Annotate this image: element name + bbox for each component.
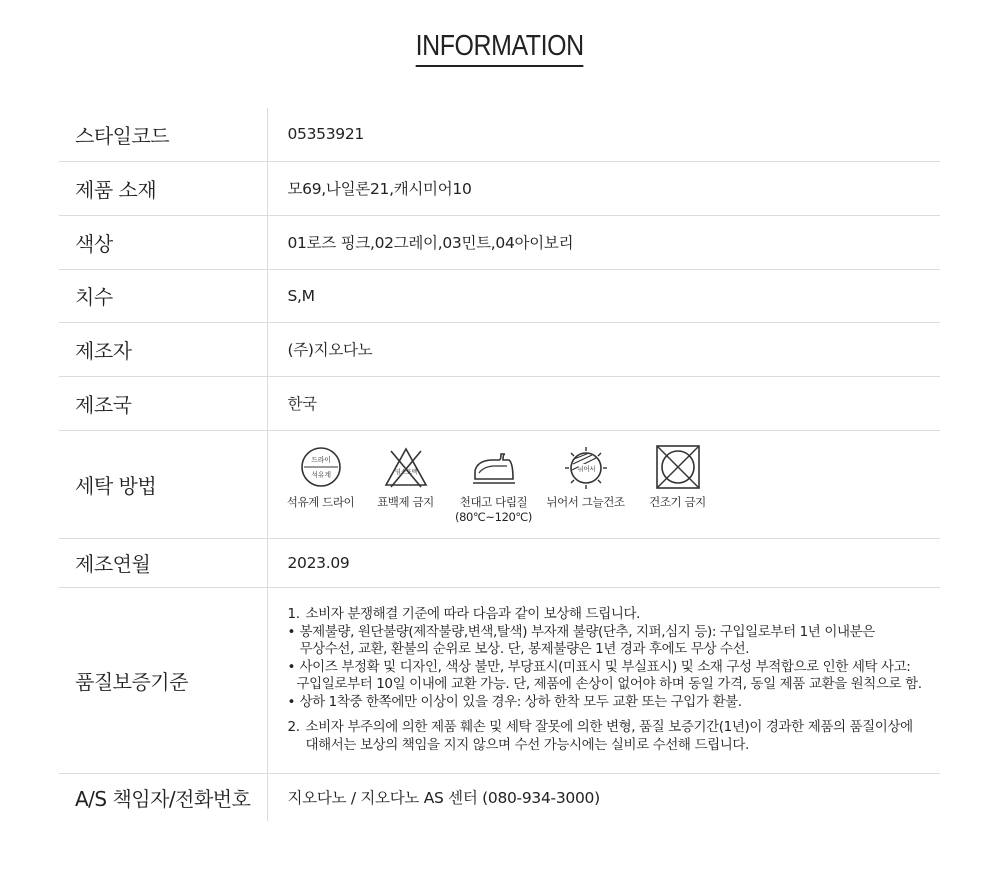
warranty-b1: 봉제불량, 원단불량(제작불량,변색,탈색) 부자재 불량(단추, 지퍼,심지 등): 구입일로부터 1년 이내분은 <box>299 623 875 640</box>
warranty-p2: 소비자 부주의에 의한 제품 훼손 및 세탁 잘못에 의한 변형, 품질 보증기간(1년)이 경과한 제품의 품질이상에 <box>305 719 913 735</box>
no-bleach-inner: 염소표백 <box>394 469 417 476</box>
warranty-b2: 사이즈 부정확 및 디자인, 색상 불만, 부당표시(미표시 및 부실표시) 및 소재 구성 부적합으로 인한 세탁 사고: <box>299 658 911 675</box>
value-manufacturer: (주)지오다노 <box>267 322 940 376</box>
dry-clean-petroleum-icon <box>296 443 346 491</box>
label-color: 색상 <box>59 215 267 269</box>
care-item-iron <box>454 443 533 525</box>
dry-clean-inner-top: 드라이 <box>310 456 331 464</box>
label-date: 제조연월 <box>59 538 267 587</box>
value-warranty <box>267 587 940 773</box>
row-color <box>59 215 940 269</box>
care-item-no-bleach <box>373 443 439 510</box>
care-icons <box>288 443 941 525</box>
care-item-no-tumble <box>645 443 711 510</box>
value-material: 모69,나일론21,캐시미어10 <box>267 161 940 215</box>
warranty-text <box>288 606 941 754</box>
label-warranty: 품질보증기준 <box>59 587 267 773</box>
warranty-bullet-2 <box>288 659 941 677</box>
bullet: • <box>287 693 296 710</box>
label-as: A/S 책임자/전화번호 <box>59 773 267 821</box>
bullet: • <box>287 623 296 640</box>
value-size: S,M <box>267 269 940 322</box>
label-washing: 세탁 방법 <box>59 430 267 538</box>
label-country: 제조국 <box>59 376 267 430</box>
care-label-shade-dry: 뉘어서 그늘건조 <box>546 495 625 509</box>
value-as: 지오다노 / 지오다노 AS 센터 (080-934-3000) <box>287 789 600 808</box>
label-size: 치수 <box>59 269 267 322</box>
value-color: 01로즈 핑크,02그레이,03민트,04아이보리 <box>267 215 940 269</box>
row-warranty <box>59 587 940 773</box>
value-washing <box>267 430 940 538</box>
shade-dry-inner: 뉘어서 <box>577 465 595 473</box>
warranty-p2-cont: 대해서는 보상의 책임을 지지 않으며 수선 가능시에는 실비로 수선해 드립니다. <box>305 736 749 753</box>
care-item-shade-dry <box>546 443 626 510</box>
value-country: 한국 <box>267 376 940 430</box>
row-as <box>59 773 940 821</box>
row-date <box>59 538 940 587</box>
care-item-dry-clean <box>288 443 354 510</box>
dry-in-shade-icon <box>561 443 611 491</box>
value-date: 2023.09 <box>267 538 940 587</box>
care-label-no-bleach: 표백제 금지 <box>377 495 434 509</box>
label-manufacturer: 제조자 <box>59 322 267 376</box>
care-label-iron: 천대고 다림질 <box>459 495 528 509</box>
warranty-num-1: 1. <box>287 606 300 622</box>
row-style-code <box>59 108 940 161</box>
bullet: • <box>287 658 296 675</box>
info-table <box>59 108 940 821</box>
warranty-num-2: 2. <box>287 719 300 735</box>
care-label-iron-temp: (80℃~120℃) <box>454 510 533 524</box>
no-bleach-icon <box>381 443 431 491</box>
row-country <box>59 376 940 430</box>
row-washing <box>59 430 940 538</box>
care-label-dry-clean: 석유계 드라이 <box>286 495 355 509</box>
no-tumble-dry-icon <box>653 443 703 491</box>
iron-with-cloth-icon <box>469 443 519 491</box>
warranty-b2-cont: 구입일로부터 10일 이내에 교환 가능. 단, 제품에 손상이 없어야 하며 동일 가격, 동일 제품 교환을 원칙으로 함. <box>296 676 922 692</box>
value-style-code: 05353921 <box>267 108 940 161</box>
spacer <box>288 711 941 719</box>
label-material: 제품 소재 <box>59 161 267 215</box>
warranty-bullet-1 <box>288 624 941 642</box>
title-wrap <box>0 30 1000 67</box>
warranty-b1-cont: 무상수선, 교환, 환불의 순위로 보상. 단, 봉제불량은 1년 경과 후에도 무상 수선. <box>299 641 750 657</box>
row-size <box>59 269 940 322</box>
warranty-paragraph-2 <box>288 719 941 737</box>
row-material <box>59 161 940 215</box>
warranty-b3: 상하 1착중 한쪽에만 이상이 있을 경우: 상하 한착 모두 교환 또는 구입가 환불. <box>299 693 742 710</box>
care-label-no-tumble: 건조기 금지 <box>649 495 706 509</box>
label-style-code: 스타일코드 <box>59 108 267 161</box>
warranty-bullet-3 <box>288 694 941 712</box>
page-title: INFORMATION <box>416 30 584 67</box>
warranty-p1: 소비자 분쟁해결 기준에 따라 다음과 같이 보상해 드립니다. <box>305 606 641 622</box>
row-manufacturer <box>59 322 940 376</box>
warranty-paragraph-1 <box>288 606 941 624</box>
dry-clean-inner-bottom: 석유계 <box>310 471 331 479</box>
